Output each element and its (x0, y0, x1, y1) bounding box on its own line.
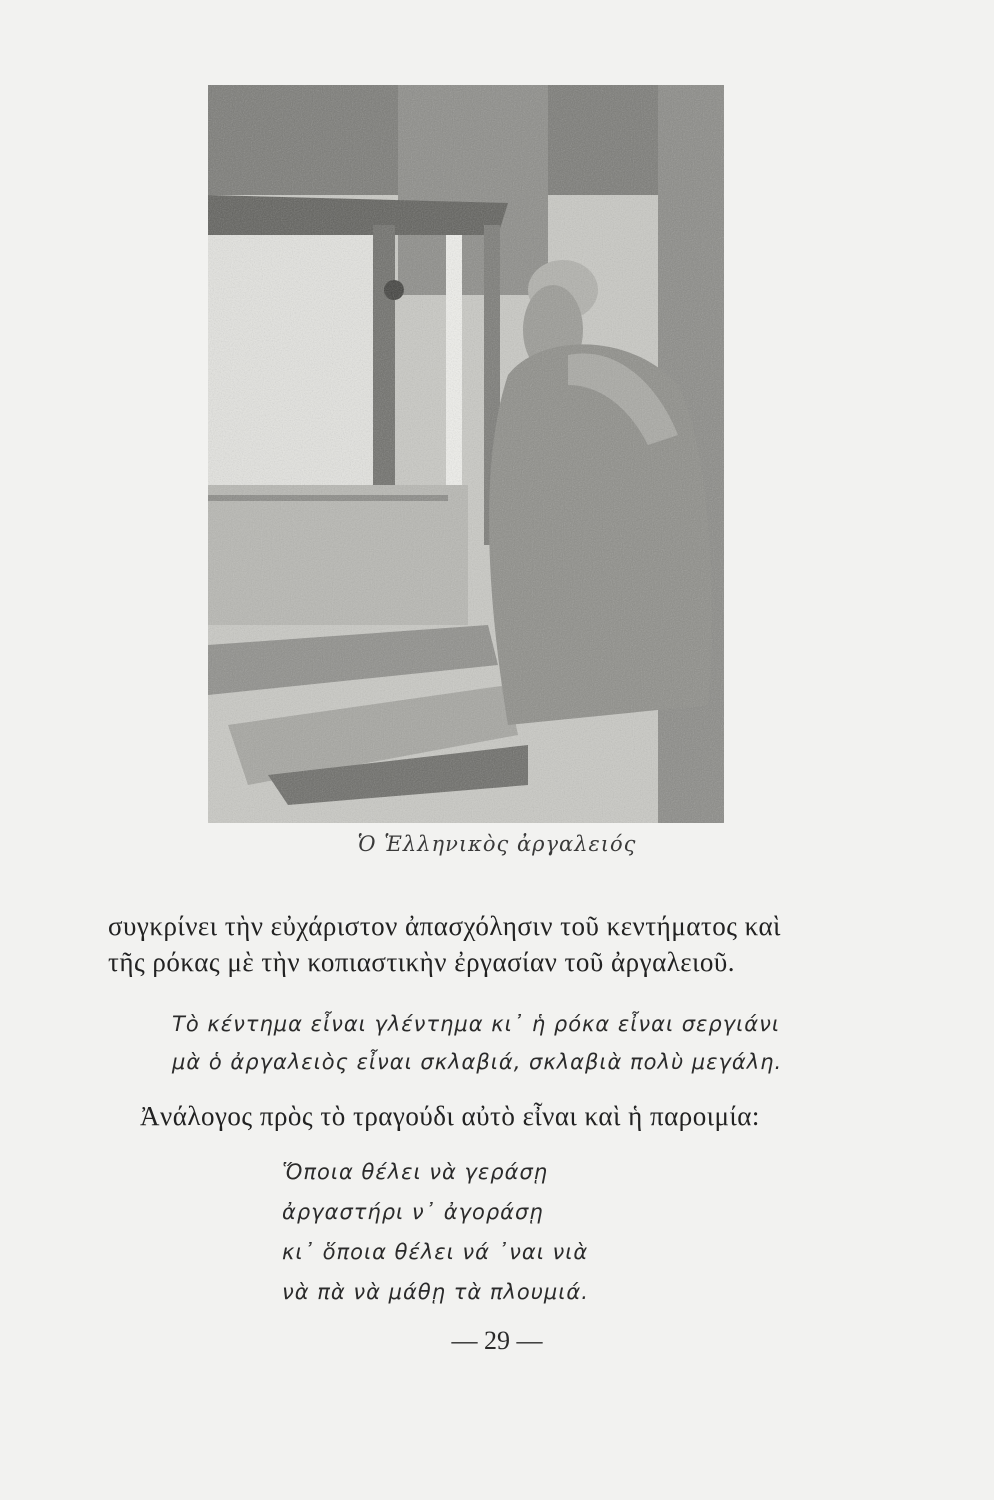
weaver-at-loom-image (208, 85, 724, 823)
paragraph-1 (108, 908, 868, 980)
song-verse (172, 1005, 872, 1081)
proverb-line: κι᾽ ὅποια θέλει νά ᾽ναι νιὰ (282, 1240, 589, 1264)
loom-photograph (208, 85, 724, 823)
page-number: — 29 — (451, 1326, 543, 1355)
proverb-line: Ὅποια θέλει νὰ γεράσῃ (282, 1160, 549, 1184)
proverb-line: νὰ πὰ νὰ μάθῃ τὰ πλουμιά. (282, 1280, 589, 1304)
paragraph-1-line: τῆς ρόκας μὲ τὴν κοπιαστικὴν ἐργασίαν τοῦ ἀργαλειοῦ. (108, 947, 736, 977)
proverb-verse (282, 1152, 782, 1312)
song-line: μὰ ὁ ἀργαλειὸς εἶναι σκλαβιά, σκλαβιὰ πολὺ μεγάλη. (172, 1050, 783, 1074)
paragraph-1-line: συγκρίνει τὴν εὐχάριστον ἀπασχόλησιν τοῦ κεντήματος καὶ (108, 911, 781, 941)
proverb-line: ἀργαστήρι ν᾽ ἀγοράσῃ (282, 1200, 544, 1224)
paragraph-2: Ἀνάλογος πρὸς τὸ τραγούδι αὐτὸ εἶναι καὶ ἡ παροιμία: (140, 1101, 760, 1131)
song-line: Τὸ κέντημα εἶναι γλέντημα κι᾽ ἡ ρόκα εἶναι σεργιάνι (172, 1012, 780, 1036)
photo-caption: Ὁ Ἑλληνικὸς ἀργαλειός (357, 832, 637, 856)
